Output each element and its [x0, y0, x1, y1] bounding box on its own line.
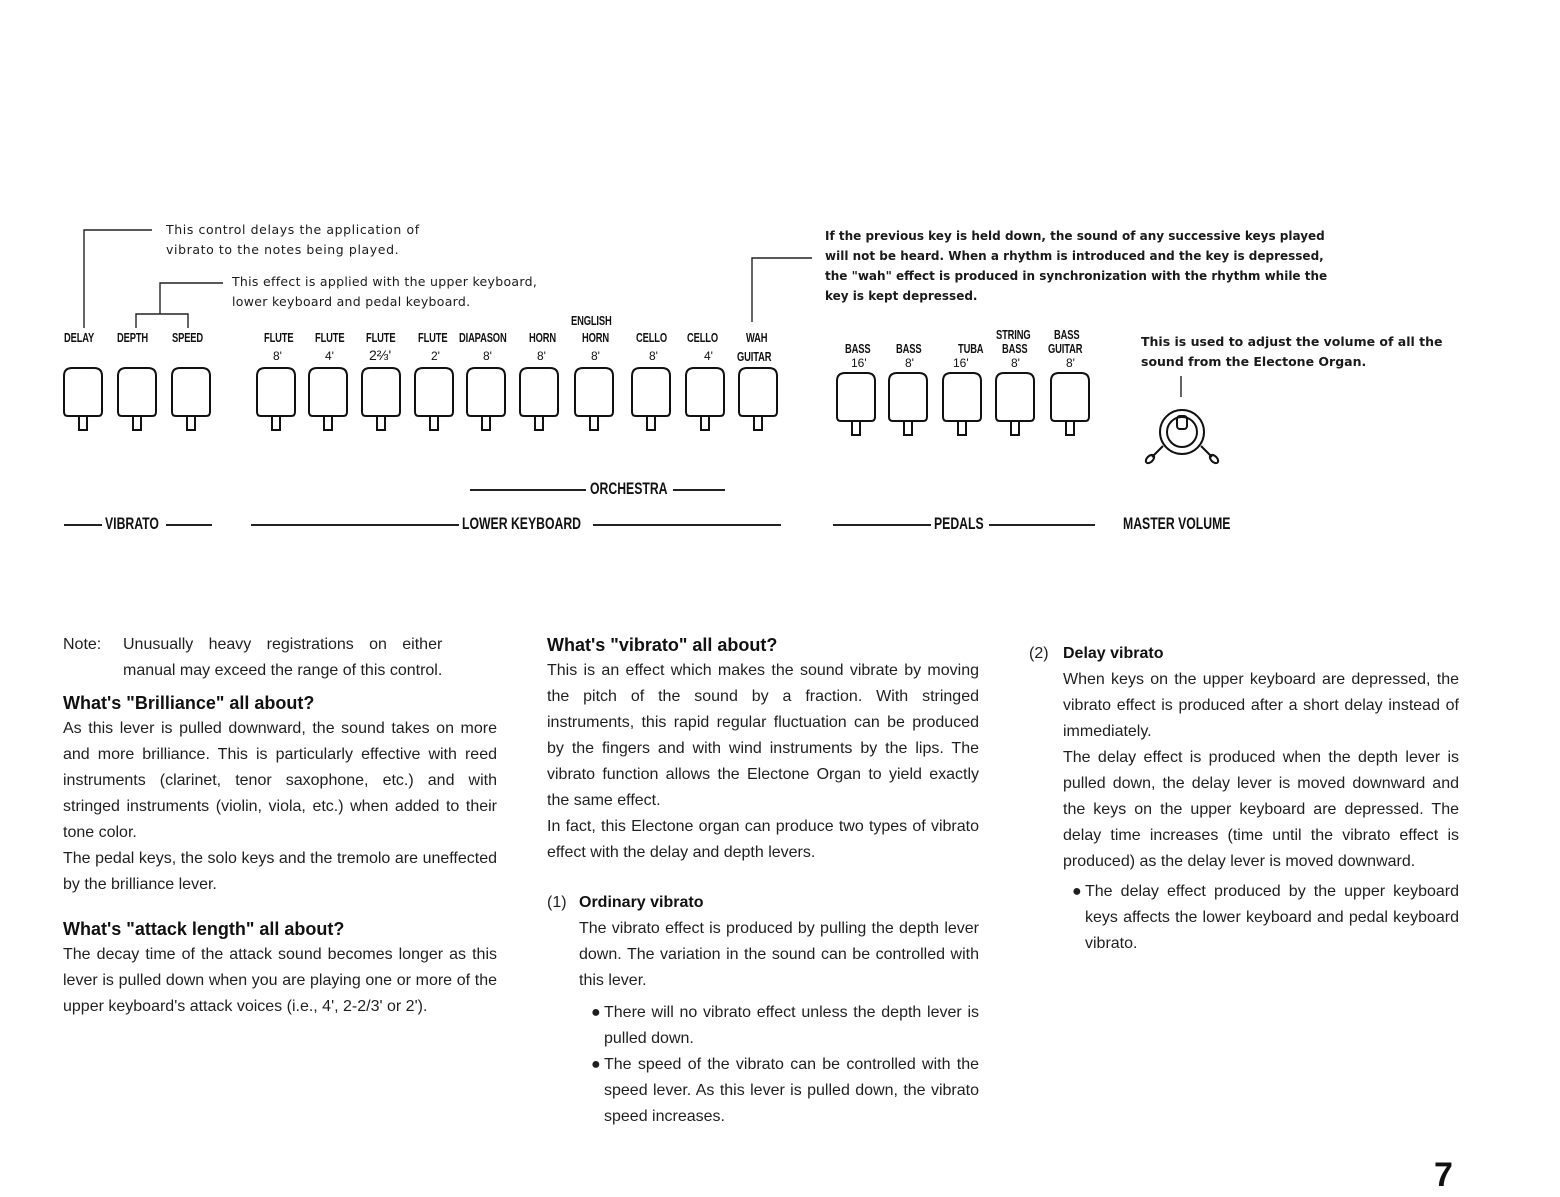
- para-brilliance-2: The pedal keys, the solo keys and the tremolo are uneffected by the brilliance lever.: [63, 850, 497, 893]
- bullet-1-text: There will no vibrato effect unless the depth lever is pulled down.: [604, 1004, 979, 1047]
- para-vibrato-1: This is an effect which makes the sound vibrate by moving the pitch of the sound by a fraction. With stringed instruments, this rapid regular fluctuation can be produced by the fingers and with wind instruments by the lips. The vibrato function allows the Electone Organ to yield exactly the same effect.: [547, 662, 979, 809]
- heading-brilliance: What's "Brilliance" all about?: [63, 693, 315, 713]
- pedals-rule-right: [989, 524, 1095, 526]
- orchestra-rule-right: [673, 489, 725, 491]
- bullet-3-text: The delay effect produced by the upper keyboard keys affects the lower keyboard and pedal keyboard vibrato.: [1085, 883, 1459, 952]
- callout-upper-line2: lower keyboard and pedal keyboard.: [232, 294, 471, 309]
- lever-foot-string-bass: 8': [1011, 356, 1020, 370]
- bullet-dot: ●: [591, 1056, 601, 1073]
- ordinary-vibrato-heading: [547, 890, 979, 916]
- lower-rule-left: [251, 524, 459, 526]
- bullet-2-text: The speed of the vibrato can be controlled with the speed lever. As this lever is pulled down, the vibrato speed increases.: [604, 1056, 979, 1125]
- heading-delay-vibrato: Delay vibrato: [1063, 645, 1164, 662]
- lever-foot-bass-8: 8': [905, 356, 914, 370]
- leader-lines: [0, 0, 1560, 460]
- lever-label-bass-top: BASS: [1054, 327, 1080, 342]
- lever-label-depth: DEPTH: [117, 330, 149, 345]
- lever-english-horn[interactable]: [573, 366, 615, 434]
- lever-label-delay: DELAY: [64, 330, 95, 345]
- vibrato-rule-right: [166, 524, 212, 526]
- lever-label-flute-8: FLUTE: [264, 330, 294, 345]
- lever-label-wah: WAH: [746, 330, 768, 345]
- section-lower-keyboard: LOWER KEYBOARD: [462, 514, 582, 533]
- column-right: [1029, 641, 1459, 957]
- lever-bass-16[interactable]: [835, 371, 877, 439]
- note: [63, 632, 497, 684]
- heading-vibrato: What's "vibrato" all about?: [547, 635, 778, 655]
- lever-foot-cello-8: 8': [649, 349, 658, 363]
- callout-volume-line1: This is used to adjust the volume of all the: [1141, 334, 1443, 349]
- lever-foot-flute-4: 4': [325, 349, 334, 363]
- orchestra-rule-left: [470, 489, 586, 491]
- lever-cello-8[interactable]: [630, 366, 672, 434]
- lever-label-speed: SPEED: [172, 330, 204, 345]
- lever-label-english: ENGLISH: [571, 313, 612, 328]
- column-left: [63, 632, 497, 1020]
- para-attack: The decay time of the attack sound becomes longer as this lever is pulled down when you are playing one or more of the upper keyboard's attack voices (i.e., 4', 2-2/3' or 2').: [63, 946, 497, 1015]
- callout-delay-line2: vibrato to the notes being played.: [166, 242, 400, 257]
- lever-depth[interactable]: [116, 366, 158, 434]
- lever-label-bass-guitar: GUITAR: [1048, 341, 1083, 356]
- lever-foot-diapason: 8': [483, 349, 492, 363]
- page-number: 7: [1434, 1156, 1453, 1194]
- pedals-rule-left: [833, 524, 931, 526]
- bullet-dot: ●: [591, 1004, 601, 1021]
- lever-wah-guitar[interactable]: [737, 366, 779, 434]
- lever-foot-flute-223: 2⅔': [369, 347, 392, 363]
- bullet-dot: ●: [1072, 883, 1082, 900]
- callout-wah-line2: will not be heard. When a rhythm is introduced and the key is depressed,: [825, 249, 1324, 263]
- lever-diapason[interactable]: [465, 366, 507, 434]
- lever-label-flute-4: FLUTE: [315, 330, 345, 345]
- callout-wah-line3: the "wah" effect is produced in synchronization with the rhythm while the: [825, 269, 1328, 283]
- callout-wah-line4: key is kept depressed.: [825, 289, 978, 303]
- lever-label-cello-4: CELLO: [687, 330, 719, 345]
- lever-foot-flute-2: 2': [431, 349, 440, 363]
- lever-foot-bass-16: 16': [851, 356, 867, 370]
- para-delay-2: The delay effect is produced when the depth lever is pulled down, the delay lever is moved downward and the keys on the upper keyboard are depressed. The delay time increases (time until the vibrato effect is produced) as the delay lever is moved downward.: [1063, 749, 1459, 870]
- bullet-1: [591, 1000, 979, 1052]
- lever-horn[interactable]: [518, 366, 560, 434]
- lever-label-flute-223: FLUTE: [366, 330, 396, 345]
- lever-label-flute-2: FLUTE: [418, 330, 448, 345]
- lever-flute-4[interactable]: [307, 366, 349, 434]
- lever-flute-2[interactable]: [413, 366, 455, 434]
- lever-label-horn: HORN: [529, 330, 556, 345]
- callout-upper-line1: This effect is applied with the upper keyboard,: [232, 274, 538, 289]
- bullet-2: [591, 1052, 979, 1130]
- heading-ordinary-vibrato: Ordinary vibrato: [579, 894, 704, 911]
- para-vibrato-2: In fact, this Electone organ can produce two types of vibrato effect with the delay and depth levers.: [547, 818, 979, 861]
- lever-flute-223[interactable]: [360, 366, 402, 434]
- lever-label-english-horn: HORN: [582, 330, 609, 345]
- lever-bass-guitar[interactable]: [1049, 371, 1091, 439]
- lever-foot-flute-8: 8': [273, 349, 282, 363]
- lever-label-guitar: GUITAR: [737, 349, 772, 364]
- lever-label-cello-8: CELLO: [636, 330, 668, 345]
- delay-number: (2): [1029, 645, 1049, 662]
- lever-foot-cello-4: 4': [704, 349, 713, 363]
- heading-attack: What's "attack length" all about?: [63, 919, 345, 939]
- para-ordinary: The vibrato effect is produced by pulling the depth lever down. The variation in the sound can be controlled with this lever.: [579, 920, 979, 989]
- lever-label-string: STRING: [996, 327, 1031, 342]
- section-master-volume: MASTER VOLUME: [1123, 514, 1231, 533]
- column-middle: [547, 632, 979, 1130]
- lever-foot-horn: 8': [537, 349, 546, 363]
- callout-volume-line2: sound from the Electone Organ.: [1141, 354, 1367, 369]
- callout-delay-line1: This control delays the application of: [166, 222, 420, 237]
- note-text-2: manual may exceed the range of this control.: [123, 662, 443, 679]
- lever-cello-4[interactable]: [684, 366, 726, 434]
- lever-label-string-bass: BASS: [1002, 341, 1028, 356]
- lower-rule-right: [593, 524, 781, 526]
- bullet-3: [1072, 879, 1459, 957]
- lever-label-bass-8: BASS: [896, 341, 922, 356]
- lever-label-tuba: TUBA: [958, 341, 984, 356]
- lever-label-diapason: DIAPASON: [459, 330, 507, 345]
- note-text-1: Unusually heavy registrations on either: [123, 636, 443, 653]
- para-delay-1: When keys on the upper keyboard are depressed, the vibrato effect is produced after a short delay instead of immediately.: [1063, 671, 1459, 740]
- section-pedals: PEDALS: [934, 514, 984, 533]
- delay-vibrato-heading: [1029, 641, 1459, 667]
- lever-speed[interactable]: [170, 366, 212, 434]
- lever-label-bass-16: BASS: [845, 341, 871, 356]
- lever-flute-8[interactable]: [255, 366, 297, 434]
- callout-wah-line1: If the previous key is held down, the sound of any successive keys played: [825, 229, 1325, 243]
- lever-foot-tuba: 16': [953, 356, 969, 370]
- lever-string-bass[interactable]: [994, 371, 1036, 439]
- lever-foot-english-horn: 8': [591, 349, 600, 363]
- para-brilliance-1: As this lever is pulled downward, the sound takes on more and more brilliance. This is particularly effective with reed instruments (clarinet, tenor saxophone, etc.) and with stringed instruments (violin, viola, etc.) when added to their tone color.: [63, 720, 497, 841]
- section-orchestra: ORCHESTRA: [590, 479, 668, 498]
- ordinary-number: (1): [547, 894, 567, 911]
- lever-foot-bass-guitar: 8': [1066, 356, 1075, 370]
- master-volume-knob[interactable]: [1144, 404, 1220, 466]
- lever-tuba-16[interactable]: [941, 371, 983, 439]
- section-vibrato: VIBRATO: [105, 514, 159, 533]
- vibrato-rule-left: [64, 524, 102, 526]
- note-label: Note:: [63, 636, 102, 653]
- lever-bass-8[interactable]: [887, 371, 929, 439]
- lever-delay[interactable]: [62, 366, 104, 434]
